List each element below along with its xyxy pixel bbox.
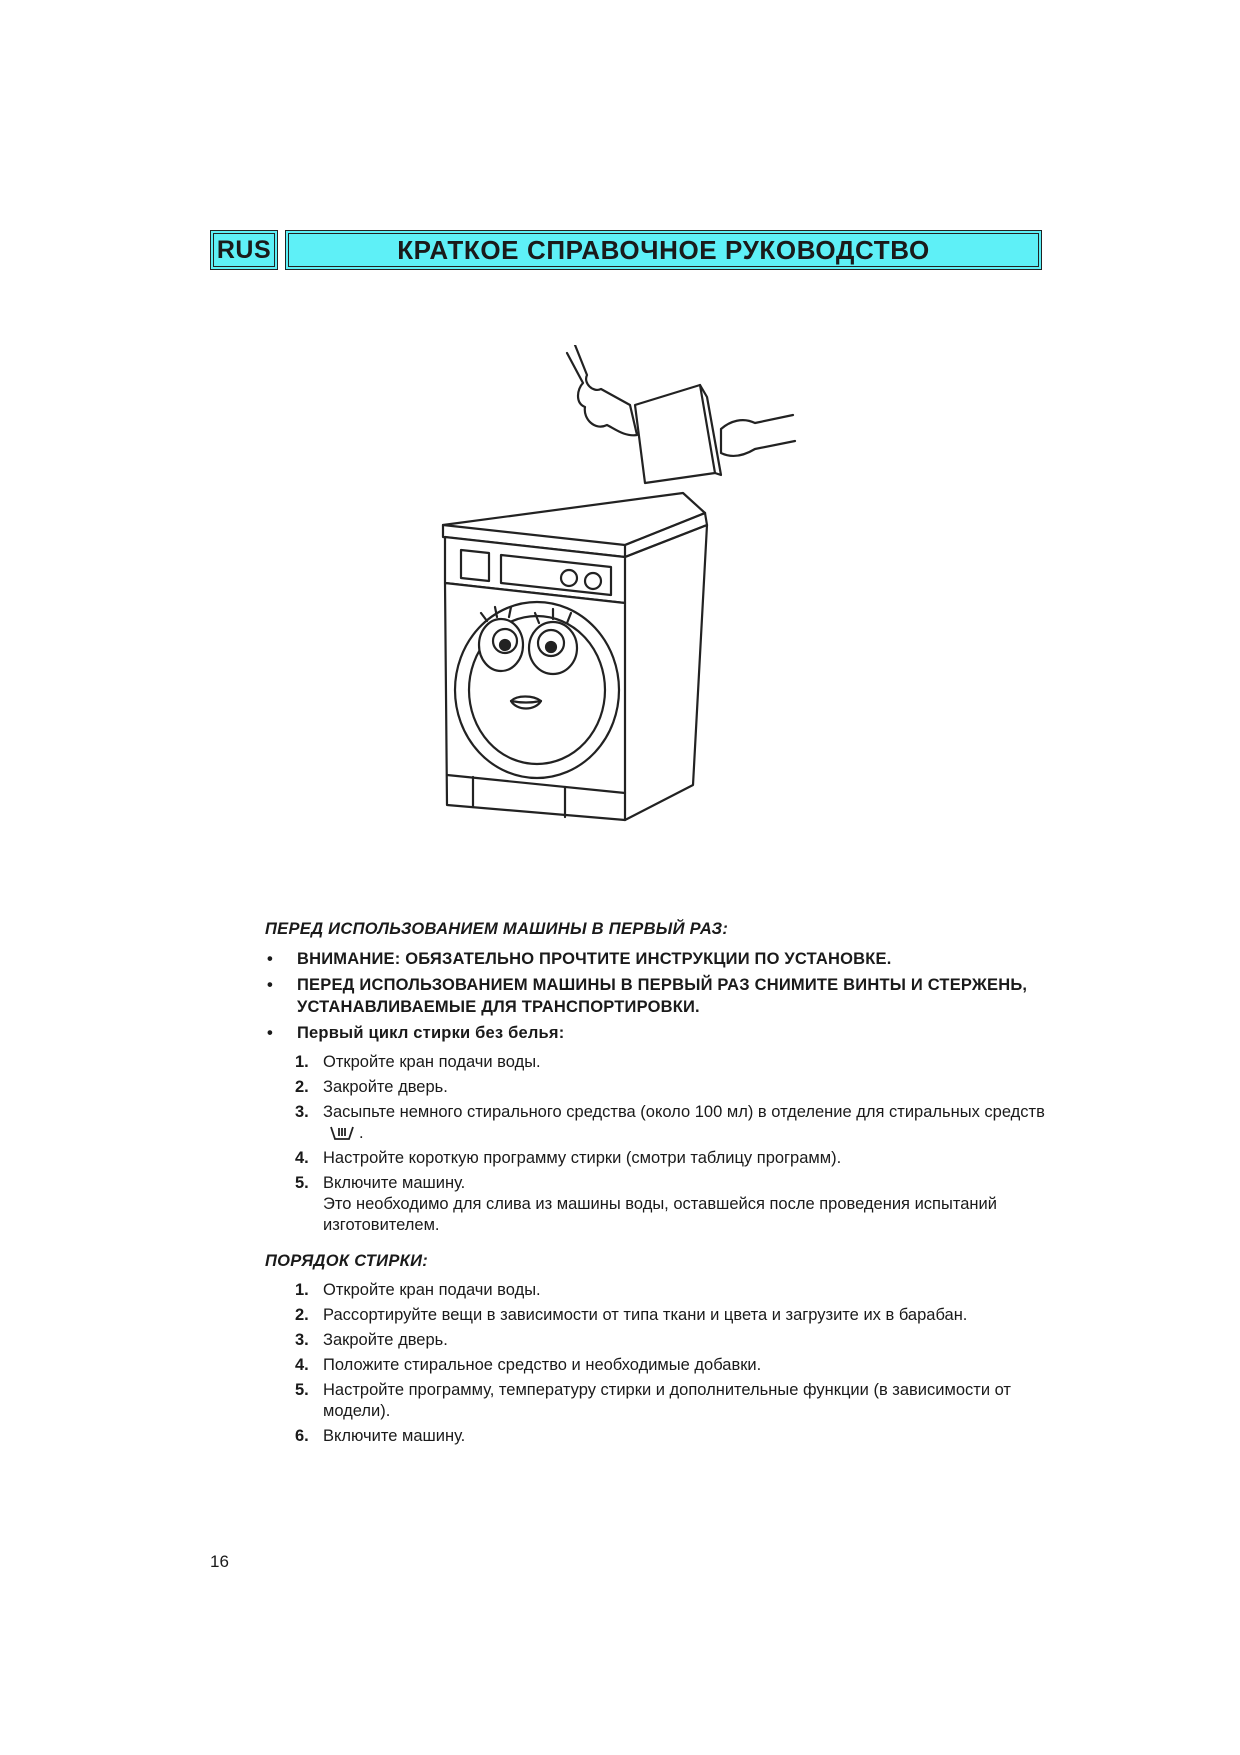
step-text: Откройте кран подачи воды. [323, 1053, 541, 1071]
step-item [295, 1077, 1055, 1098]
step-number: 5. [295, 1381, 309, 1399]
step-number: 2. [295, 1078, 309, 1096]
step-text: Включите машину. [323, 1174, 466, 1192]
first-use-bullets [265, 948, 1055, 1044]
step-note: Это необходимо для слива из машины воды, оставшейся после проведения испытаний изготовителем. [323, 1195, 997, 1234]
washing-machine-illustration [425, 345, 825, 865]
bullet-text: Первый цикл стирки без белья: [297, 1024, 565, 1042]
bullet-text: ПЕРЕД ИСПОЛЬЗОВАНИЕМ МАШИНЫ В ПЕРВЫЙ РАЗ СНИМИТЕ ВИНТЫ И СТЕРЖЕНЬ, УСТАНАВЛИВАЕМЫЕ ДЛЯ ТРАНСПОРТИРОВКИ. [297, 976, 1028, 1016]
bullet-item: • ПЕРЕД ИСПОЛЬЗОВАНИЕМ МАШИНЫ В ПЕРВЫЙ РАЗ СНИМИТЕ ВИНТЫ И СТЕРЖЕНЬ, УСТАНАВЛИВАЕМЫЕ ДЛЯ ТРАНСПОРТИРОВКИ. [267, 976, 1028, 1016]
bullet-item: • ВНИМАНИЕ: ОБЯЗАТЕЛЬНО ПРОЧТИТЕ ИНСТРУКЦИИ ПО УСТАНОВКЕ. [267, 950, 892, 968]
step-text: Закройте дверь. [323, 1078, 448, 1096]
step-number: 1. [295, 1053, 309, 1071]
step-text: Положите стиральное средство и необходимые добавки. [323, 1356, 762, 1374]
step-text: Настройте короткую программу стирки (смотри таблицу программ). [323, 1149, 842, 1167]
step-number: 6. [295, 1427, 309, 1445]
step-item [295, 1305, 1055, 1326]
page-title: КРАТКОЕ СПРАВОЧНОЕ РУКОВОДСТВО [285, 230, 1042, 270]
step-item [295, 1148, 1055, 1169]
detergent-compartment-icon [329, 1125, 355, 1141]
washing-order-steps [295, 1280, 1055, 1447]
step-item [295, 1380, 1055, 1422]
washing-order-heading: ПОРЯДОК СТИРКИ: [265, 1252, 429, 1270]
step-number: 4. [295, 1149, 309, 1167]
step-text: Закройте дверь. [323, 1331, 448, 1349]
step-item [295, 1355, 1055, 1376]
step-item [295, 1052, 1055, 1073]
bullet-item: • Первый цикл стирки без белья: [267, 1024, 565, 1042]
step-item [295, 1173, 1055, 1236]
step-item [295, 1102, 1055, 1144]
first-use-steps [295, 1052, 1055, 1236]
step-text: Рассортируйте вещи в зависимости от типа ткани и цвета и загрузите их в барабан. [323, 1306, 968, 1324]
step-text: Включите машину. [323, 1427, 466, 1445]
step-item [295, 1426, 1055, 1447]
language-label: RUS [210, 230, 278, 270]
first-use-heading: ПЕРЕД ИСПОЛЬЗОВАНИЕМ МАШИНЫ В ПЕРВЫЙ РАЗ: [265, 920, 729, 938]
step-number: 4. [295, 1356, 309, 1374]
step-suffix: . [359, 1124, 364, 1142]
bullet-text: ВНИМАНИЕ: ОБЯЗАТЕЛЬНО ПРОЧТИТЕ ИНСТРУКЦИИ ПО УСТАНОВКЕ. [297, 950, 892, 968]
step-number: 2. [295, 1306, 309, 1324]
step-number: 5. [295, 1174, 309, 1192]
step-item [295, 1330, 1055, 1351]
page-number: 16 [210, 1552, 229, 1571]
step-text: Откройте кран подачи воды. [323, 1281, 541, 1299]
instructions [265, 918, 1055, 1459]
step-number: 3. [295, 1103, 309, 1121]
step-text: Настройте программу, температуру стирки и дополнительные функции (в зависимости от модели). [323, 1381, 1011, 1420]
step-number: 1. [295, 1281, 309, 1299]
step-number: 3. [295, 1331, 309, 1349]
step-text: Засыпьте немного стирального средства (около 100 мл) в отделение для стиральных средств [323, 1103, 1045, 1121]
step-item [295, 1280, 1055, 1301]
